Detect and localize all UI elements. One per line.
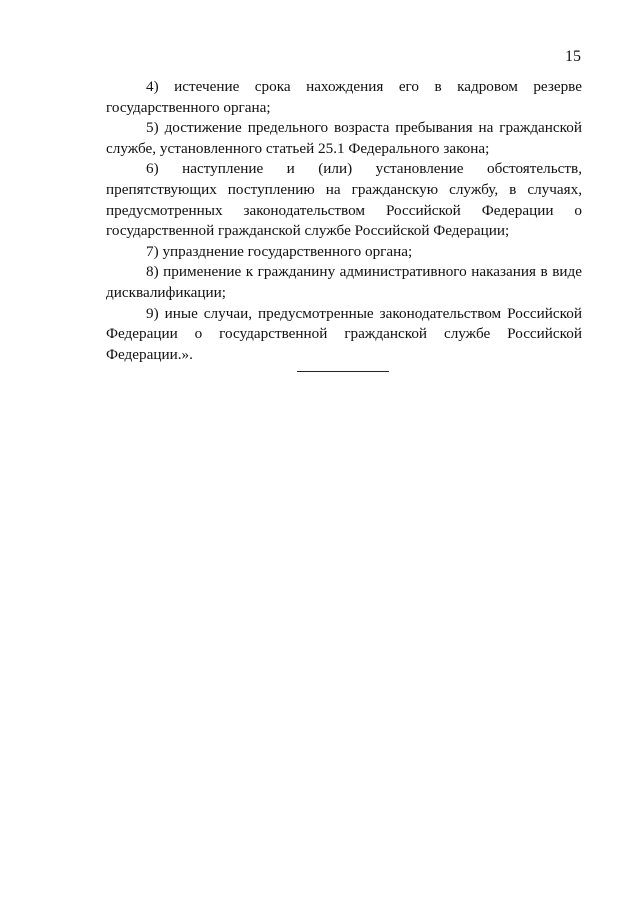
page-number: 15 [565, 48, 581, 65]
list-item: 5) достижение предельного возраста пребывания на гражданской службе, установленного статьей 25.1 Федерального закона; [106, 119, 582, 157]
document-body [106, 77, 582, 365]
list-item: 9) иные случаи, предусмотренные законодательством Российской Федерации о государственной гражданской службе Российской Федерации.». [106, 304, 582, 363]
closing-divider [297, 371, 389, 372]
list-item: 8) применение к гражданину административного наказания в виде дисквалификации; [106, 263, 582, 301]
list-item: 4) истечение срока нахождения его в кадровом резерве государственного органа; [106, 78, 582, 116]
list-item: 7) упразднение государственного органа; [146, 242, 413, 260]
list-item: 6) наступление и (или) установление обстоятельств, препятствующих поступлению на гражданскую службу, в случаях, предусмотренных законодательством Российской Федерации о государственной гражданской службе Российской Федерации; [106, 160, 582, 240]
